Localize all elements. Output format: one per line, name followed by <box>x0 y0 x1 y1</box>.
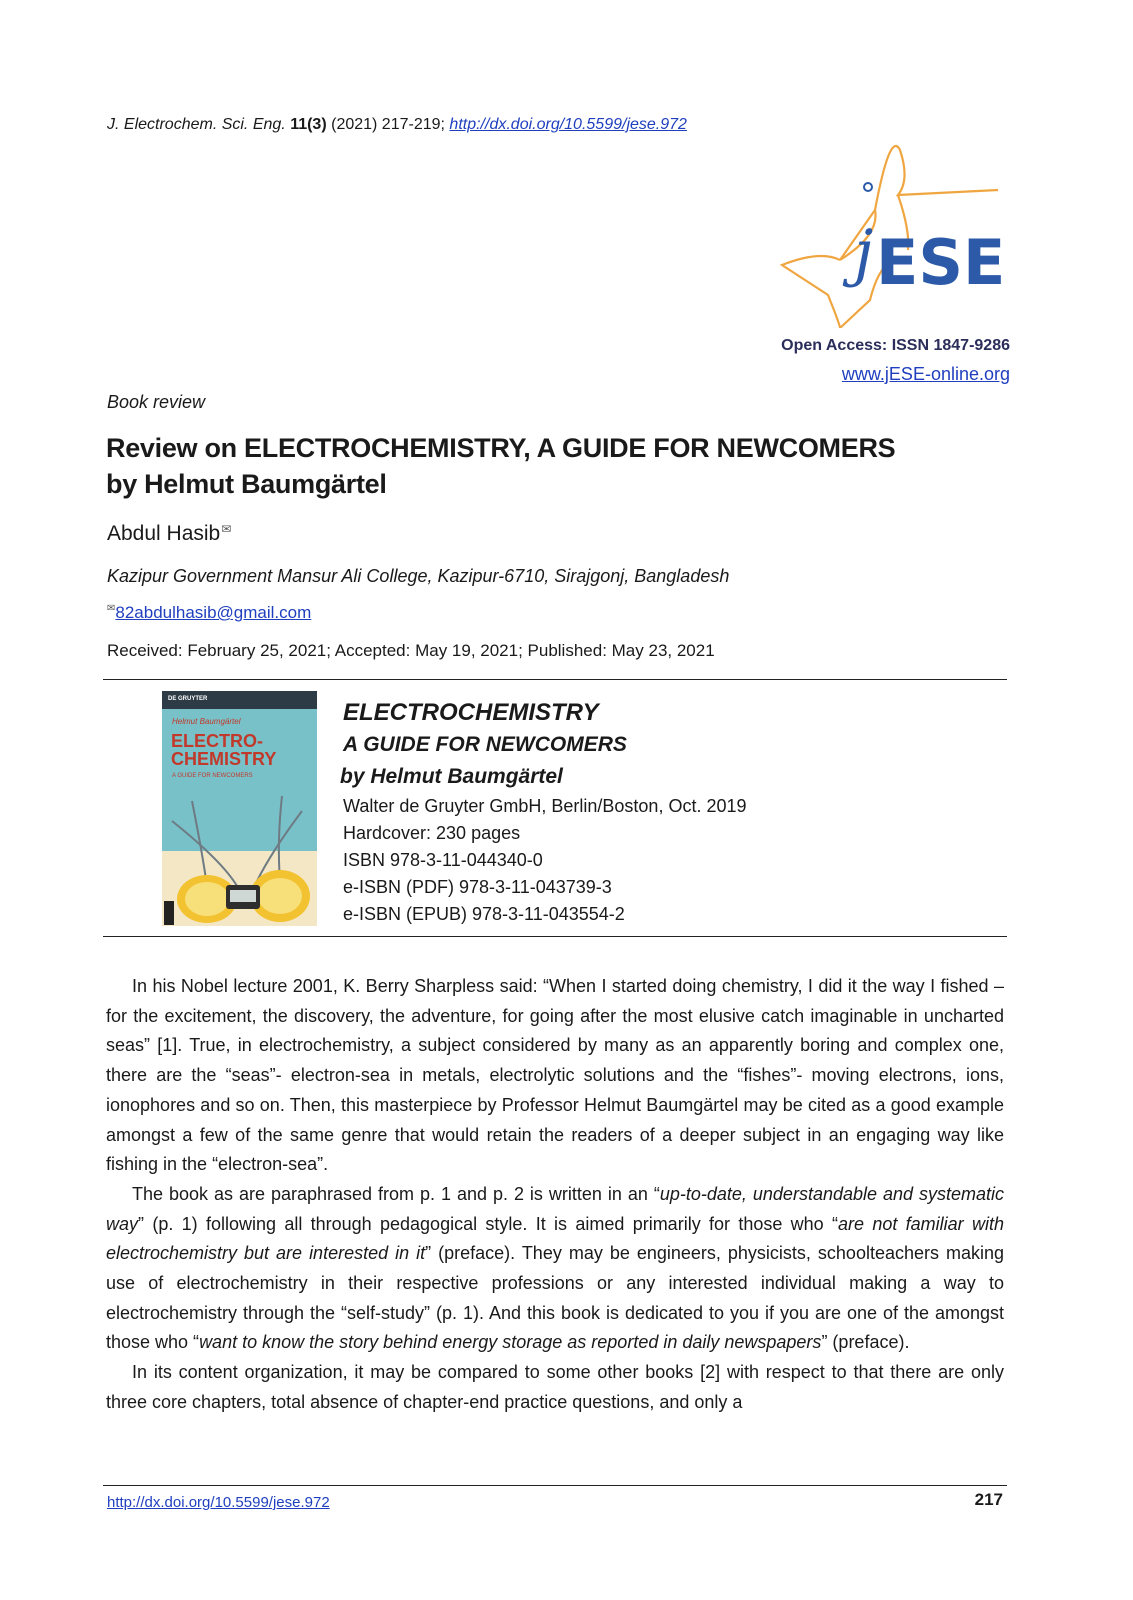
divider-bottom <box>103 936 1007 937</box>
affiliation: Kazipur Government Mansur Ali College, Kazipur-6710, Sirajgonj, Bangladesh <box>107 566 730 586</box>
book-cover-image <box>162 691 317 926</box>
author-name: Abdul Hasib <box>107 522 221 545</box>
article-title <box>106 430 1006 502</box>
doi-link[interactable]: http://dx.doi.org/10.5599/jese.972 <box>449 116 687 133</box>
page-number: 217 <box>974 1490 1003 1509</box>
year-pages: (2021) 217-219; <box>331 116 445 133</box>
journal-website-link[interactable]: www.jESE-online.org <box>841 364 1010 384</box>
footer-divider <box>103 1485 1007 1486</box>
book-publisher: Walter de Gruyter GmbH, Berlin/Boston, Oct. 2019 <box>343 796 747 816</box>
logo-j: j <box>854 216 874 289</box>
email-line <box>107 603 311 623</box>
cover-lemon-battery-illustration <box>162 781 317 926</box>
footer-doi-link[interactable]: http://dx.doi.org/10.5599/jese.972 <box>107 1494 330 1511</box>
cover-subtitle: A GUIDE FOR NEWCOMERS <box>172 773 253 779</box>
journal-logo <box>780 140 1010 328</box>
book-format: Hardcover: 230 pages <box>343 823 521 843</box>
divider-top <box>103 679 1007 680</box>
envelope-icon[interactable]: ✉ <box>221 522 232 536</box>
journal-citation <box>107 116 687 134</box>
article-dates: Received: February 25, 2021; Accepted: May 19, 2021; Published: May 23, 2021 <box>107 641 715 660</box>
jese-logo-graphic <box>780 140 1010 328</box>
volume-issue: 11(3) <box>290 116 327 133</box>
paragraph-2: The book as are paraphrased from p. 1 and p. 2 is written in an “up-to-date, understandable and systematic way” (p. 1) following all through pedagogical style. It is aimed primarily for those who “are not familiar with electrochemistry but are interested in it” (preface). They may be engineers, physicists, schoolteachers making use of electrochemistry in their respective professions or any interested individual making a way to electrochemistry through the “self-study” (p. 1). And this book is dedicated to you if you are one of the amongst those who “want to know the story behind energy storage as reported in daily newspapers” (preface). <box>106 1183 1005 1353</box>
email-link[interactable]: 82abdulhasib@gmail.com <box>115 603 312 622</box>
article-title-line1: Review on ELECTROCHEMISTRY, A GUIDE FOR NEWCOMERS <box>106 433 896 463</box>
issn: Open Access: ISSN 1847-9286 <box>781 337 1010 354</box>
cover-title: ELECTRO- CHEMISTRY <box>171 731 277 769</box>
article-title-line2: by Helmut Baumgärtel <box>106 469 387 499</box>
logo-ese: ESE <box>876 226 1006 299</box>
book-eisbn-epub: e-ISBN (EPUB) 978-3-11-043554-2 <box>343 904 625 924</box>
author <box>107 522 231 546</box>
body-text <box>106 972 1004 1418</box>
cover-author: Helmut Baumgärtel <box>172 717 241 726</box>
book-author: by Helmut Baumgärtel <box>340 765 563 788</box>
book-info <box>340 697 747 928</box>
paragraph-1: In his Nobel lecture 2001, K. Berry Sharpless said: “When I started doing chemistry, I did it the way I fished – for the excitement, the discovery, the adventure, for going after the most elusive catch imaginable in uncharted seas” [1]. True, in electrochemistry, a subject considered by many as an apparently boring and complex one, there are the “seas”- electron-sea in metals, electrolytic solutions and the “fishes”- moving electrons, ions, ionophores and so on. Then, this masterpiece by Professor Helmut Baumgärtel may be cited as a good example amongst a few of the same genre that would retain the readers of a deeper subject in an engaging way like fishing in the “electron-sea”. <box>106 976 1004 1175</box>
paragraph-3: In its content organization, it may be compared to some other books [2] with respect to that there are only three core chapters, total absence of chapter-end practice questions, and only a <box>106 1362 1004 1412</box>
book-subtitle: A GUIDE FOR NEWCOMERS <box>343 733 627 756</box>
book-title: ELECTROCHEMISTRY <box>343 699 599 726</box>
document-type: Book review <box>107 392 206 412</box>
envelope-icon: ✉ <box>107 603 116 614</box>
cover-publisher: DE GRUYTER <box>168 696 208 702</box>
book-eisbn-pdf: e-ISBN (PDF) 978-3-11-043739-3 <box>343 877 612 897</box>
book-isbn: ISBN 978-3-11-044340-0 <box>343 850 543 870</box>
journal-abbrev: J. Electrochem. Sci. Eng. <box>107 116 286 133</box>
